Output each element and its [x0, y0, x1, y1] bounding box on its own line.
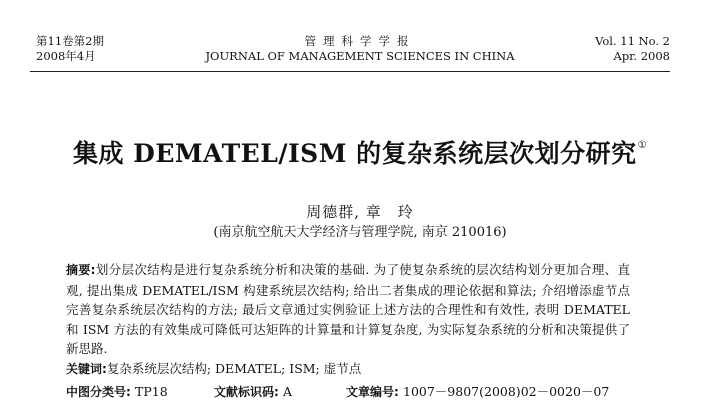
abstract-text: 划分层次结构是进行复杂系统分析和决策的基础. 为了使复杂系统的层次结构划分更加合理、直观, 提出集成 DEMATEL/ISM 构建系统层次结构; 给出二者集成的理论依据和算法; 介绍增添虚节点完善复杂系统层次结构的方法; 最后文章通过实例验证上述方法的合理性和有效性, 表明 DEMATEL 和 ISM 方法的有效集成可降低可达矩阵的计算量和计算复杂度, 为实际复杂系统的分析和决策提供了新思路.	[66, 262, 630, 356]
journal-name-zh: 管理科学学报	[304, 34, 416, 48]
keywords-text: 复杂系统层次结构; DEMATEL; ISM; 虚节点	[106, 360, 362, 376]
paper-title	[0, 130, 720, 170]
title-footnote-mark: ①	[637, 140, 648, 151]
abstract-paragraph	[66, 260, 630, 359]
journal-name-en: JOURNAL OF MANAGEMENT SCIENCES IN CHINA	[205, 49, 515, 63]
clc-number: 中图分类号: TP18	[66, 384, 168, 399]
author-affiliation: (南京航空航天大学经济与管理学院, 南京 210016)	[213, 225, 507, 240]
abstract	[66, 260, 630, 379]
header-rule	[30, 71, 670, 72]
issue-date-en: Apr. 2008	[613, 49, 670, 63]
issue-date: 2008年4月	[36, 49, 96, 63]
document-code: 文献标识码: A	[214, 384, 293, 399]
paper-title-text: 集成 DEMATEL/ISM 的复杂系统层次划分研究	[72, 139, 637, 168]
author-list: 周德群, 章 玲	[306, 203, 414, 221]
article-number: 文章编号: 1007－9807(2008)02－0020－07	[346, 384, 610, 399]
document-code-value: A	[283, 384, 293, 399]
keywords-label: 关键词	[66, 361, 103, 376]
document-code-label: 文献标识码	[214, 385, 275, 399]
clc-value: TP18	[135, 384, 168, 399]
keywords-label-sep: :	[102, 361, 107, 376]
issue-info-en	[595, 34, 670, 64]
article-number-value: 1007－9807(2008)02－0020－07	[403, 384, 610, 399]
abstract-label-sep: :	[90, 263, 96, 277]
article-number-label: 文章编号	[346, 385, 395, 399]
volume-issue: 第11卷第2期	[36, 34, 104, 48]
volume-issue-en: Vol. 11 No. 2	[595, 34, 670, 48]
abstract-label: 摘要	[66, 263, 91, 277]
clc-label: 中图分类号	[66, 385, 127, 399]
keywords	[66, 359, 630, 380]
